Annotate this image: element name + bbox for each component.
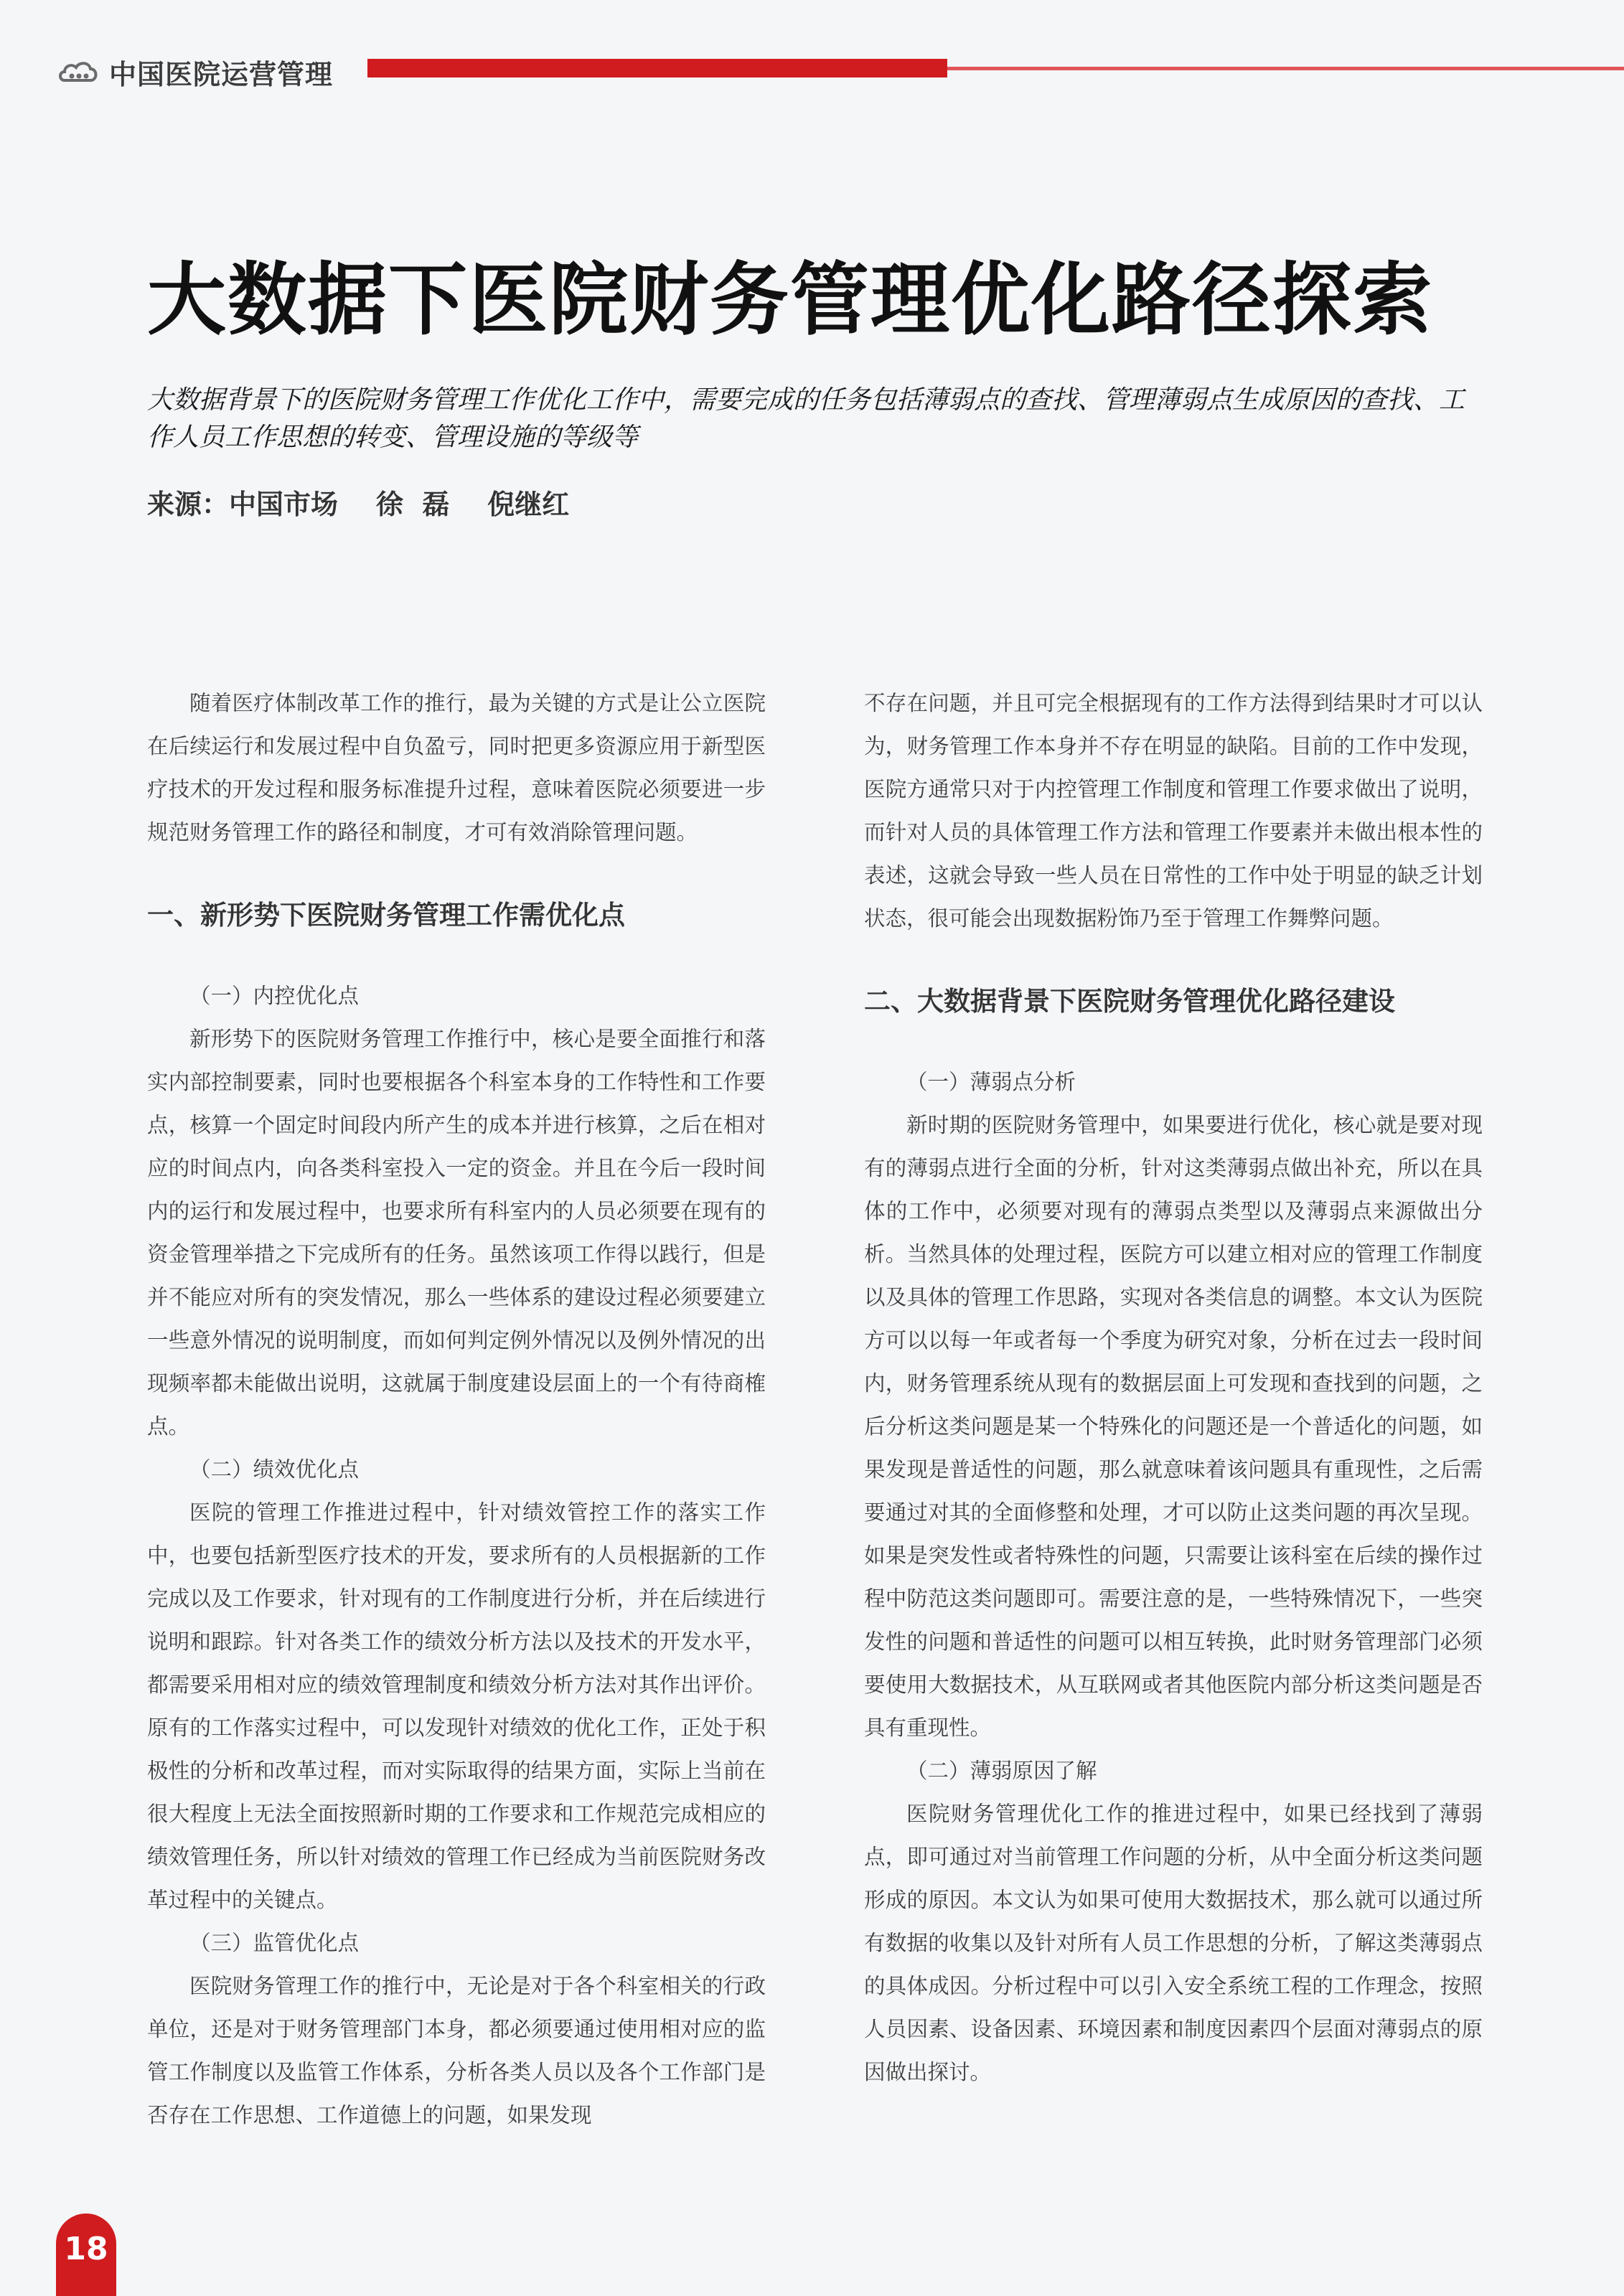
magazine-name: 中国医院运营管理 bbox=[109, 59, 334, 90]
article-title: 大数据下医院财务管理优化路径探索 bbox=[147, 254, 1433, 346]
body-paragraph: 医院财务管理优化工作的推进过程中，如果已经找到了薄弱点，即可通过对当前管理工作问题的分析，从中全面分析这类问题形成的原因。本文认为如果可使用大数据技术，那么就可以通过所有数据的收集以及针对所有人员工作思想的分析，了解这类薄弱点的具体成因。分析过程中可以引入安全系统工程的工作理念，按照人员因素、设备因素、环境因素和制度因素四个层面对薄弱点的原因做出探讨。 bbox=[864, 1802, 1483, 2084]
cloud-logo-icon bbox=[57, 59, 99, 88]
right-column bbox=[864, 682, 1483, 2094]
page-header bbox=[57, 53, 1624, 96]
subsection-heading: （一）薄弱点分析 bbox=[906, 1070, 1076, 1094]
section-heading: 一、新形势下医院财务管理工作需优化点 bbox=[147, 900, 625, 931]
article-source: 来源：中国市场 徐 磊 倪继红 bbox=[147, 489, 570, 520]
intro-paragraph: 随着医疗体制改革工作的推行，最为关键的方式是让公立医院在后续运行和发展过程中自负盈亏，同时把更多资源应用于新型医疗技术的开发过程和服务标准提升过程，意味着医院必须要进一步规范财务管理工作的路径和制度，才可有效消除管理问题。 bbox=[147, 691, 766, 844]
section-heading: 二、大数据背景下医院财务管理优化路径建设 bbox=[864, 986, 1395, 1017]
subsection-heading: （二）绩效优化点 bbox=[189, 1457, 360, 1482]
header-accent-line bbox=[947, 67, 1624, 70]
left-column bbox=[147, 682, 766, 2137]
page-number: 18 bbox=[56, 2213, 116, 2296]
body-paragraph: 新时期的医院财务管理中，如果要进行优化，核心就是要对现有的薄弱点进行全面的分析，针对这类薄弱点做出补充，所以在具体的工作中，必须要对现有的薄弱点类型以及薄弱点来源做出分析。当然具体的处理过程，医院方可以建立相对应的管理工作制度以及具体的管理工作思路，实现对各类信息的调整。本文认为医院方可以以每一年或者每一个季度为研究对象，分析在过去一段时间内，财务管理系统从现有的数据层面上可发现和查找到的问题，之后分析这类问题是某一个特殊化的问题还是一个普适化的问题，如果发现是普适性的问题，那么就意味着该问题具有重现性，之后需要通过对其的全面修整和处理，才可以防止这类问题的再次呈现。如果是突发性或者特殊性的问题，只需要让该科室在后续的操作过程中防范这类问题即可。需要注意的是，一些特殊情况下，一些突发性的问题和普适性的问题可以相互转换，此时财务管理部门必须要使用大数据技术，从互联网或者其他医院内部分析这类问题是否具有重现性。 bbox=[864, 1113, 1483, 1740]
body-paragraph: 医院的管理工作推进过程中，针对绩效管控工作的落实工作中，也要包括新型医疗技术的开发，要求所有的人员根据新的工作完成以及工作要求，针对现有的工作制度进行分析，并在后续进行说明和跟踪。针对各类工作的绩效分析方法以及技术的开发水平，都需要采用相对应的绩效管理制度和绩效分析方法对其作出评价。原有的工作落实过程中，可以发现针对绩效的优化工作，正处于积极性的分析和改革过程，而对实际取得的结果方面，实际上当前在很大程度上无法全面按照新时期的工作要求和工作规范完成相应的绩效管理任务，所以针对绩效的管理工作已经成为当前医院财务改革过程中的关键点。 bbox=[147, 1500, 766, 1912]
body-paragraph: 新形势下的医院财务管理工作推行中，核心是要全面推行和落实内部控制要素，同时也要根据各个科室本身的工作特性和工作要点，核算一个固定时间段内所产生的成本并进行核算，之后在相对应的时间点内，向各类科室投入一定的资金。并且在今后一段时间内的运行和发展过程中，也要求所有科室内的人员必须要在现有的资金管理举措之下完成所有的任务。虽然该项工作得以践行，但是并不能应对所有的突发情况，那么一些体系的建设过程必须要建立一些意外情况的说明制度，而如何判定例外情况以及例外情况的出现频率都未能做出说明，这就属于制度建设层面上的一个有待商榷点。 bbox=[147, 1027, 766, 1439]
body-paragraph: 不存在问题，并且可完全根据现有的工作方法得到结果时才可以认为，财务管理工作本身并不存在明显的缺陷。目前的工作中发现，医院方通常只对于内控管理工作制度和管理工作要求做出了说明，而针对人员的具体管理工作方法和管理工作要素并未做出根本性的表述，这就会导致一些人员在日常性的工作中处于明显的缺乏计划状态，很可能会出现数据粉饰乃至于管理工作舞弊问题。 bbox=[864, 691, 1483, 931]
subsection-heading: （三）监管优化点 bbox=[189, 1931, 360, 1955]
subsection-heading: （二）薄弱原因了解 bbox=[906, 1759, 1097, 1783]
article-subtitle: 大数据背景下的医院财务管理工作优化工作中，需要完成的任务包括薄弱点的查找、管理薄弱点生成原因的查找、工作人员工作思想的转变、管理设施的等级等 bbox=[147, 385, 1465, 452]
subsection-heading: （一）内控优化点 bbox=[189, 984, 360, 1008]
body-paragraph: 医院财务管理工作的推行中，无论是对于各个科室相关的行政单位，还是对于财务管理部门本身，都必须要通过使用相对应的监管工作制度以及监管工作体系，分析各类人员以及各个工作部门是否存在工作思想、工作道德上的问题，如果发现 bbox=[147, 1974, 766, 2127]
header-accent-bar bbox=[367, 59, 947, 77]
